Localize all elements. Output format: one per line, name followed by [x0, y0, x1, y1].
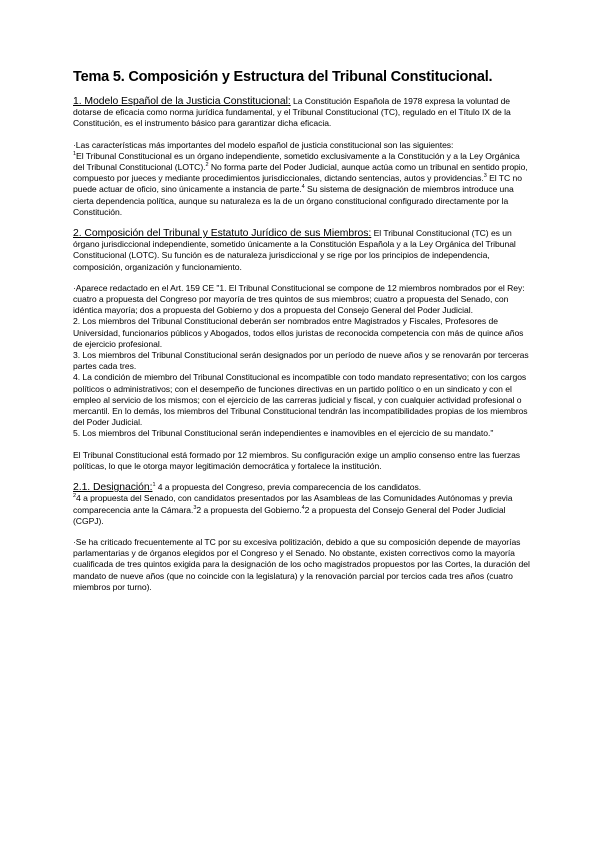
configuration-paragraph: El Tribunal Constitucional está formado por 12 miembros. Su configuración exige un amplio consenso entre las fuerzas políticas, lo que le otorga mayor legitimación democrática y fortalece la institución. — [73, 449, 521, 471]
footnote-marker: 2 — [73, 493, 77, 500]
designation-senado: 4 a propuesta del Senado, con candidatos presentados por las Asambleas de las Comunidades Autónomas y previa comparecencia ante la Cámara. — [73, 493, 513, 515]
characteristic-4: Su sistema de designación de miembros introduce una cierta dependencia política, aunque su naturaleza es la de un órgano constitucional configurado directamente por la Constitución. — [73, 184, 514, 217]
article-point-3: 3. Los miembros del Tribunal Constitucional serán designados por un período de nueve años y se renovarán por terceras partes cada tres. — [73, 350, 529, 372]
section-2-1-heading: 2.1. Designación: — [73, 482, 153, 494]
article-point-1: ·Aparece redactado en el Art. 159 CE "1. El Tribunal Constitucional se compone de 12 miembros nombrados por el Rey: cuatro a propuesta del Congreso por mayoría de tres quintos de sus miembros; cuatro a propuesta del Senado, con idéntica mayoría; dos a propuesta del Gobierno y dos a propuesta del Consejo General del Poder Judicial. — [73, 282, 525, 316]
section-1-intro-paragraph — [73, 96, 533, 130]
footnote-marker: 3 — [483, 173, 487, 180]
section-2-heading: 2. Composición del Tribunal y Estatuto Jurídico de sus Miembros: — [73, 228, 372, 240]
designation-gobierno: 2 a propuesta del Gobierno. — [196, 504, 302, 515]
article-159-quote — [73, 283, 533, 440]
section-2-intro-paragraph — [73, 228, 533, 273]
designation-cgpj: 2 a propuesta del Consejo General del Poder Judicial (CGPJ). — [73, 504, 506, 526]
designation-congreso: 4 a propuesta del Congreso, previa comparecencia de los candidatos. — [155, 482, 422, 493]
footnote-marker: 2 — [205, 162, 209, 169]
characteristic-1: El Tribunal Constitucional es un órgano independiente, sometido exclusivamente a la Constitución y a la Ley Orgánica del Tribunal Constitucional (LOTC). — [73, 150, 520, 173]
footnote-marker: 1 — [73, 150, 77, 157]
section-1-heading: 1. Modelo Español de la Justicia Constitucional: — [73, 96, 291, 107]
document-title: Tema 5. Composición y Estructura del Tribunal Constitucional. — [73, 69, 493, 85]
characteristic-3: El TC no puede actuar de oficio, sino únicamente a instancia de parte. — [73, 173, 522, 195]
footnote-marker: 3 — [193, 504, 197, 511]
footnote-marker: 1 — [152, 482, 156, 489]
footnote-marker: 4 — [301, 504, 305, 511]
criticism-paragraph: ·Se ha criticado frecuentemente al TC por su excesiva politización, debido a que su composición depende de mayorías parlamentarias y de órganos elegidos por el Congreso y el Senado. No obstante, existen correctivos como la mayoría cualificada de tres quintos exigida para la designación de los ocho magistrados propuestos por las Cortes, la duración del mandato de nueve años (que no coincide con la legislatura) y la renovación parcial por tercios cada tres años (cuatro miembros por turno). — [73, 536, 530, 592]
section-2-intro-text: El Tribunal Constitucional (TC) es un órgano jurisdiccional independiente, sometido únicamente a la Constitución Española y a la Ley Orgánica del Tribunal Constitucional (LOTC). Su función es de naturaleza jurisdiccional y se rige por los principios de independencia, composición, organización y funcionamiento. — [73, 228, 516, 272]
characteristics-lead: ·Las características más importantes del modelo español de justicia constitucional son las siguientes: — [73, 139, 454, 150]
section-2-1-paragraph — [73, 482, 533, 527]
document-body — [73, 68, 533, 603]
characteristics-paragraph — [73, 140, 533, 218]
footnote-marker: 4 — [301, 184, 305, 191]
article-point-5: 5. Los miembros del Tribunal Constitucional serán independientes e inamovibles en el ejercicio de su mandato." — [73, 428, 494, 439]
article-point-4: 4. La condición de miembro del Tribunal Constitucional es incompatible con todo mandato representativo; con los cargos políticos o administrativos; con el desempeño de funciones directivas en un partido político o en un sindicato y con el empleo al servicio de los mismos; con el ejercicio de las carreras judicial y fiscal, y con cualquier actividad profesional o mercantil. En lo demás, los miembros del Tribunal Constitucional tendrán las incompatibilidades propias de los miembros del Poder Judicial. — [73, 372, 528, 428]
characteristic-2: No forma parte del Poder Judicial, aunque actúa como un tribunal en sentido propio, compuesto por jueces y mediante procedimientos jurisdiccionales, dictando sentencias, autos y providencias. — [73, 162, 528, 184]
section-1-intro-text: La Constitución Española de 1978 expresa la voluntad de dotarse de eficacia como norma jurídica fundamental, y el Tribunal Constitucional (TC), regulado en el Título IX de la Constitución, es el instrumento básico para garantizar dicha eficacia. — [73, 96, 511, 129]
article-point-2: 2. Los miembros del Tribunal Constitucional deberán ser nombrados entre Magistrados y Fiscales, Profesores de Universidad, funcionarios públicos y Abogados, todos ellos juristas de reconocida competencia con más de quince años de ejercicio profesional. — [73, 316, 524, 349]
